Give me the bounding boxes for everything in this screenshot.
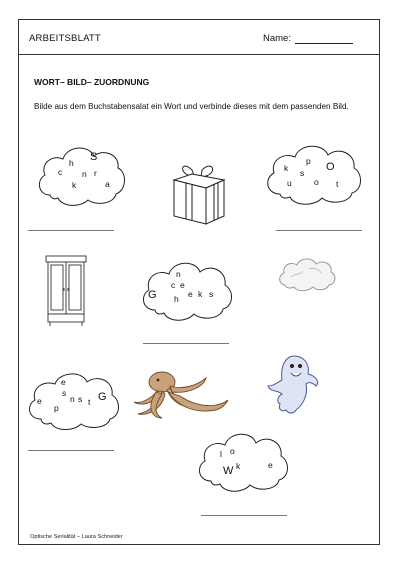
cloud-letter: r — [94, 168, 97, 178]
cloud-letter: S — [90, 151, 98, 163]
cloud-letter: o — [230, 446, 235, 456]
letter-cloud-2 — [264, 140, 362, 208]
cloud-letter: e — [61, 377, 66, 387]
cloud-letter: O — [326, 161, 335, 173]
task-instruction: Bilde aus dem Buchstabensalat ein Wort und verbinde dieses mit dem passenden Bild. — [34, 102, 349, 111]
name-line — [295, 43, 353, 44]
cloud-letter: c — [58, 167, 63, 177]
answer-line[interactable] — [201, 515, 287, 516]
cloud-letter: e — [37, 396, 42, 406]
cloud-letter: s — [300, 168, 305, 178]
cloud-letter: s — [209, 289, 214, 299]
letter-cloud-5 — [196, 428, 288, 494]
letter-cloud-4 — [26, 368, 120, 432]
cloud-letter: k — [72, 180, 77, 190]
answer-line[interactable] — [28, 450, 114, 451]
answer-line[interactable] — [28, 230, 114, 231]
ghost-picture — [264, 352, 322, 416]
cloud-outline — [196, 428, 288, 494]
wardrobe-icon — [44, 254, 88, 328]
worksheet-title: ARBEITSBLATT — [29, 33, 101, 44]
cloud-letter: h — [174, 294, 179, 304]
cloud-letter: n — [70, 394, 75, 404]
ghost-icon — [264, 352, 322, 416]
cloud-letter: k — [198, 289, 203, 299]
gift-box-icon — [168, 158, 230, 228]
cloud-outline — [36, 140, 126, 210]
name-label: Name: — [263, 33, 291, 44]
cloud-letter: p — [306, 156, 311, 166]
cloud-letter: G — [148, 289, 157, 301]
cloud-letter: a — [105, 179, 110, 189]
answer-line[interactable] — [276, 230, 362, 231]
cloud-letter: u — [287, 178, 292, 188]
footer-credit: Optische Serialität – Laura Schneider — [30, 534, 123, 540]
letter-cloud-3 — [140, 257, 232, 323]
gift-box-picture — [168, 158, 230, 228]
cloud-letter: e — [268, 460, 273, 470]
cloud-letter: W — [223, 465, 234, 477]
cloud-letter: G — [98, 391, 107, 403]
task-heading: WORT– BILD– ZUORDNUNG — [34, 77, 150, 87]
cloud-letter: n — [82, 169, 87, 179]
cloud-outline — [264, 140, 362, 208]
cloud-letter: s — [78, 394, 83, 404]
octopus-icon — [132, 368, 230, 420]
cloud-picture — [277, 255, 337, 293]
cloud-letter: k — [284, 163, 289, 173]
cloud-icon — [277, 255, 337, 293]
worksheet-header — [19, 20, 379, 55]
letter-cloud-1 — [36, 140, 126, 210]
cloud-letter: k — [236, 461, 241, 471]
cloud-letter: s — [62, 388, 67, 398]
cloud-letter: e — [180, 280, 185, 290]
cloud-letter: e — [188, 289, 193, 299]
cloud-letter: t — [88, 397, 91, 407]
cloud-letter: p — [54, 403, 59, 413]
cloud-letter: l — [220, 449, 222, 459]
cloud-letter: n — [176, 269, 181, 279]
cloud-letter: c — [171, 280, 176, 290]
cloud-letter: o — [314, 177, 319, 187]
wardrobe-picture — [44, 254, 88, 328]
cloud-letter: h — [69, 158, 74, 168]
octopus-picture — [132, 368, 230, 420]
answer-line[interactable] — [143, 343, 229, 344]
cloud-letter: t — [336, 179, 339, 189]
